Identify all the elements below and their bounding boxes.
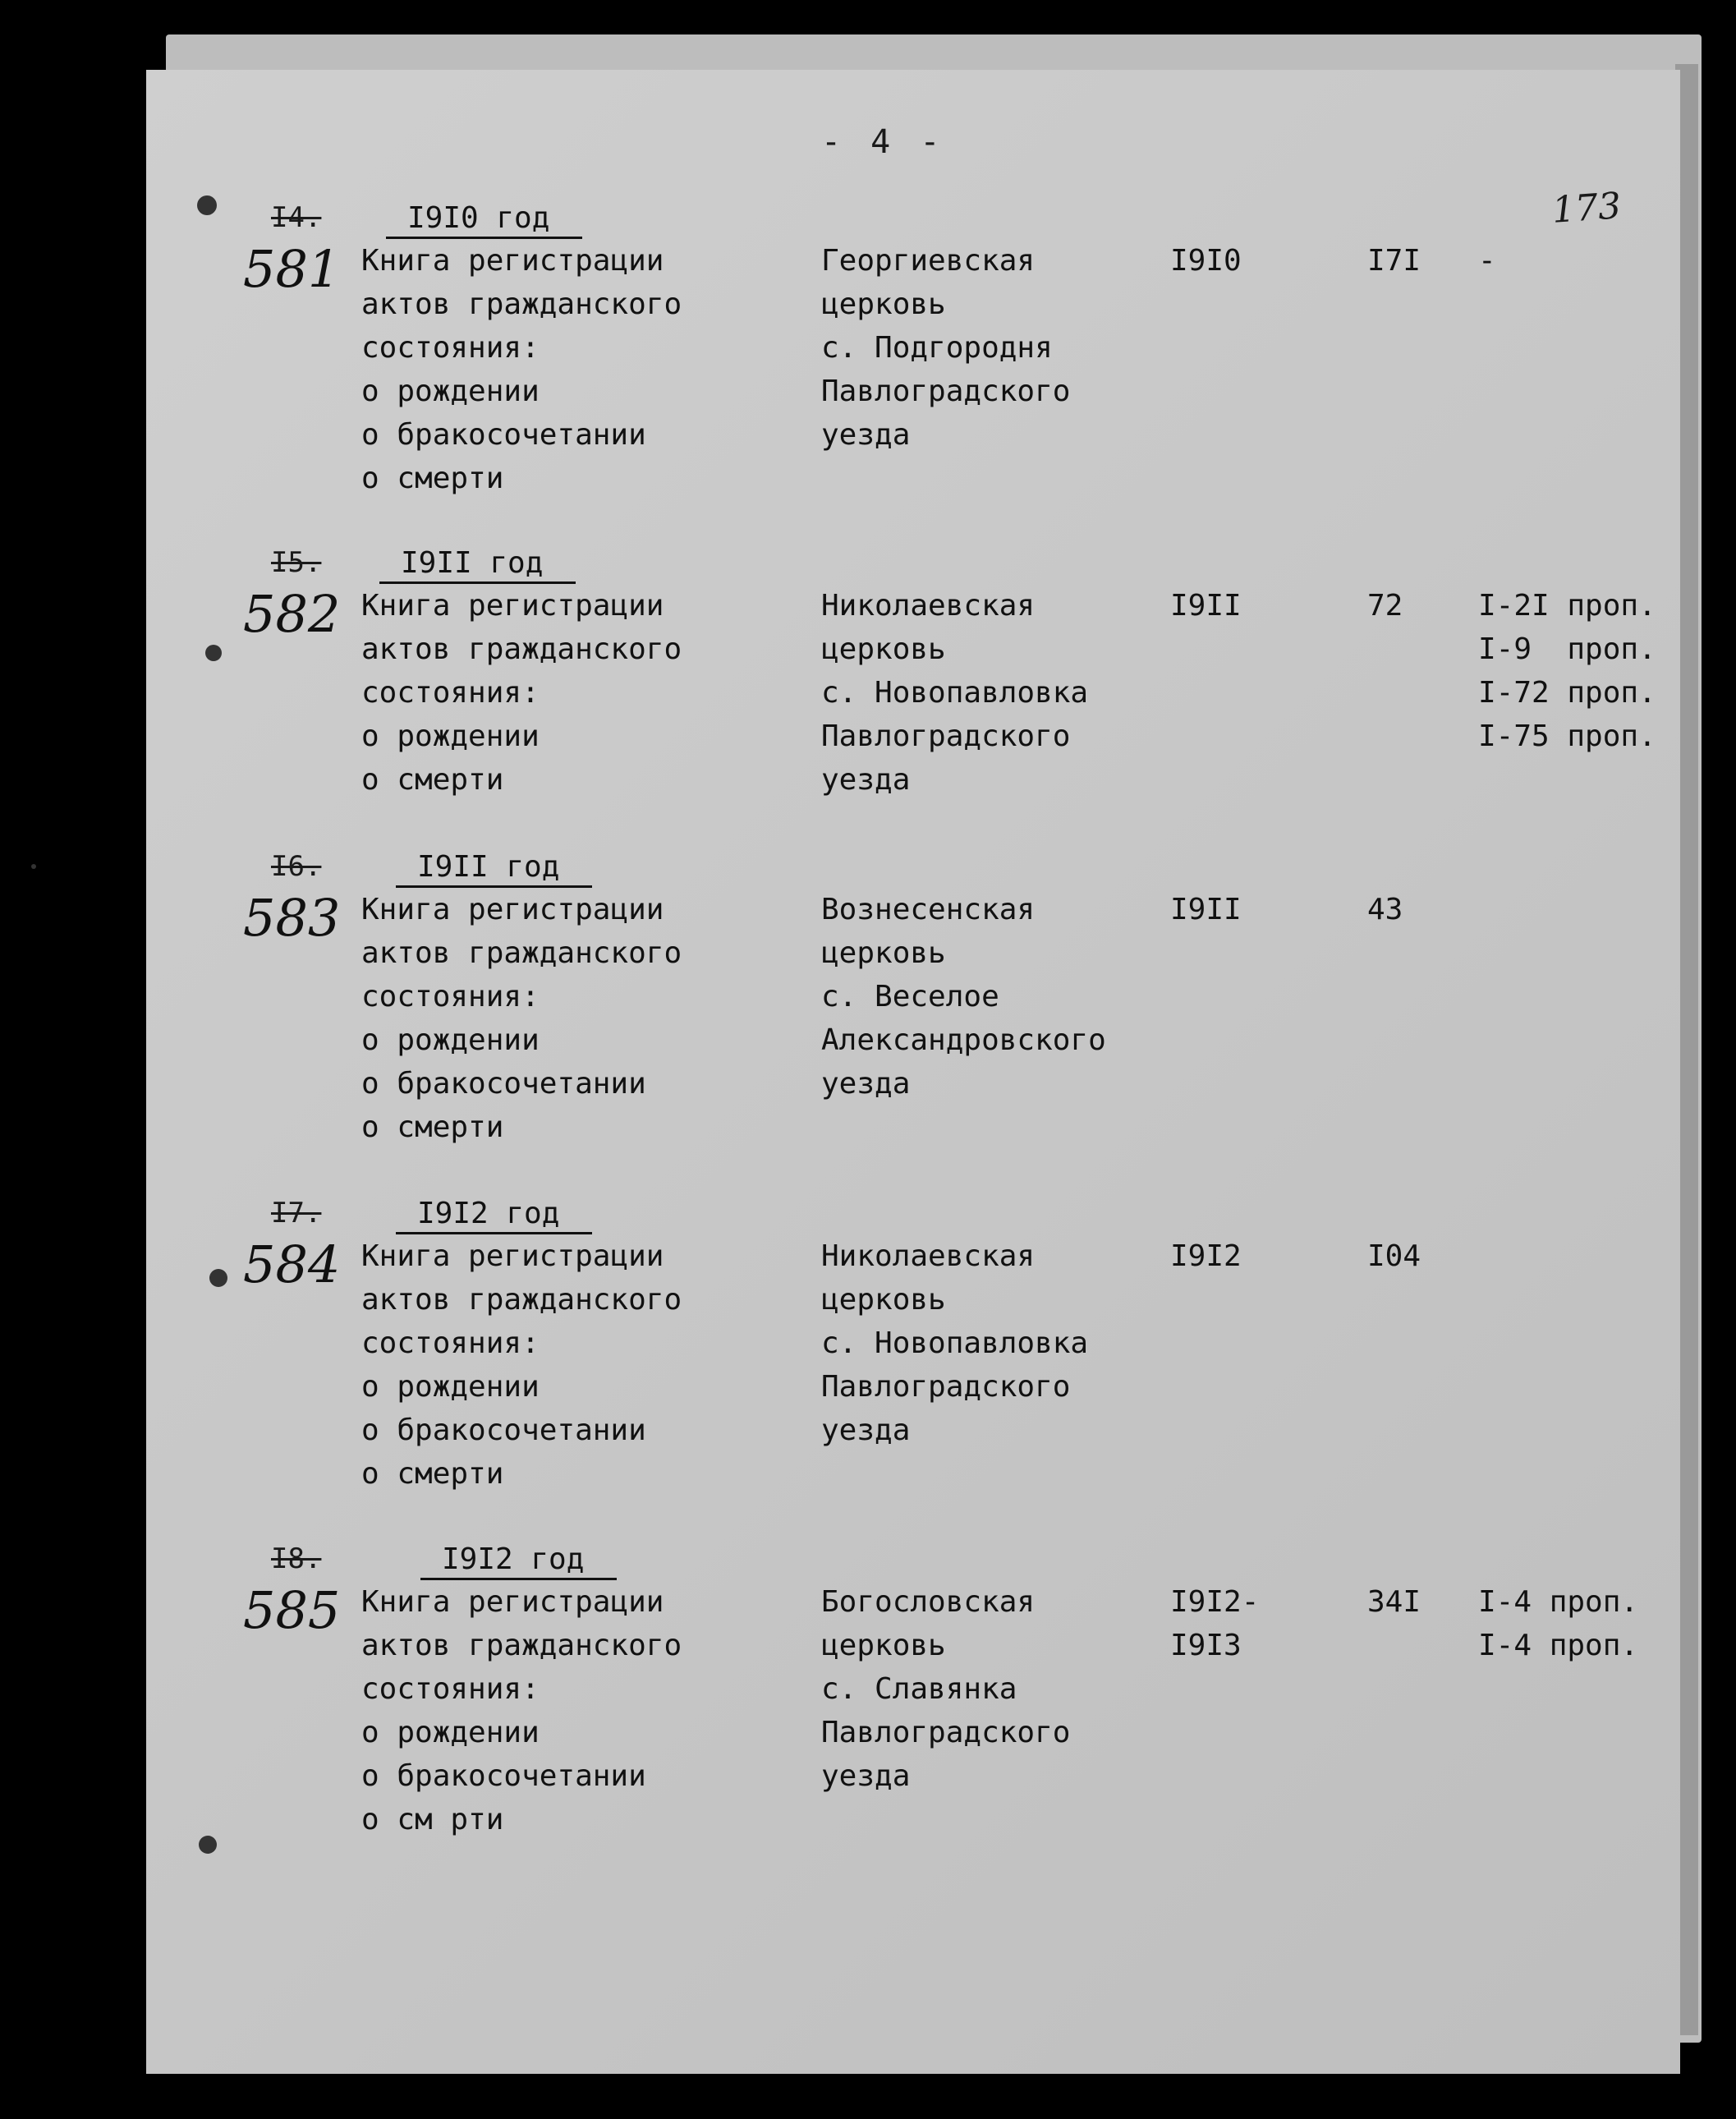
missing-sheets-note: I-9 проп. <box>1478 632 1656 666</box>
church-line: Павлоградского <box>821 719 1071 753</box>
church-line: Николаевская <box>821 1239 1036 1273</box>
church-column <box>821 1580 1166 1798</box>
church-column <box>821 584 1166 802</box>
punch-hole <box>205 645 222 661</box>
book-title-line: актов гражданского <box>361 287 682 321</box>
book-title-line: о смерти <box>361 1110 504 1144</box>
punch-hole <box>197 195 217 215</box>
book-title-line: Книга регистрации <box>361 244 664 278</box>
book-title-line: состояния: <box>361 676 540 710</box>
new-item-number: 582 <box>243 584 341 644</box>
entry-year-heading: I9I2 год <box>396 1197 592 1234</box>
book-title-line: о смерти <box>361 763 504 797</box>
book-title-line: о рождении <box>361 1370 540 1404</box>
book-title-line: о рождении <box>361 1716 540 1749</box>
book-title-line: Книга регистрации <box>361 1585 664 1619</box>
speck <box>31 864 36 869</box>
entry-year-heading: I9II год <box>396 850 592 888</box>
punch-hole <box>209 1269 227 1287</box>
entry-year-heading: I9II год <box>379 546 576 584</box>
church-line: Павлоградского <box>821 1716 1071 1749</box>
book-title-column <box>361 1234 788 1496</box>
entry-year-heading: I9I0 год <box>386 201 582 239</box>
notes-column <box>1478 239 1692 283</box>
sheet-count: 72 <box>1367 589 1403 623</box>
book-title-line: Книга регистрации <box>361 893 664 926</box>
years-column <box>1170 888 1318 931</box>
church-line: Павлоградского <box>821 375 1071 408</box>
church-line: церковь <box>821 1629 946 1662</box>
church-line: с. Новопавловка <box>821 676 1089 710</box>
book-title-line: актов гражданского <box>361 936 682 970</box>
sheets-column <box>1367 239 1482 283</box>
year-value: I9I2 <box>1170 1239 1242 1273</box>
book-title-line: о бракосочетании <box>361 1067 646 1101</box>
year-value: I9II <box>1170 893 1242 926</box>
missing-sheets-note: I-4 проп. <box>1478 1585 1639 1619</box>
sheet-count: I04 <box>1367 1239 1421 1273</box>
church-line: уезда <box>821 1759 911 1793</box>
book-title-line: состояния: <box>361 1326 540 1360</box>
new-item-number: 581 <box>243 239 341 299</box>
years-column <box>1170 584 1318 627</box>
year-value: I9II <box>1170 589 1242 623</box>
sheet-count: I7I <box>1367 244 1421 278</box>
sheets-column <box>1367 888 1482 931</box>
church-column <box>821 888 1166 1105</box>
church-line: Вознесенская <box>821 893 1036 926</box>
book-title-line: о бракосочетании <box>361 418 646 452</box>
church-line: с. Славянка <box>821 1672 1017 1706</box>
book-title-line: Книга регистрации <box>361 589 664 623</box>
church-line: уезда <box>821 1067 911 1101</box>
page-number: - 4 - <box>821 123 945 161</box>
book-title-line: Книга регистрации <box>361 1239 664 1273</box>
years-column <box>1170 1234 1318 1278</box>
church-line: с. Веселое <box>821 980 999 1014</box>
church-line: церковь <box>821 632 946 666</box>
book-title-column <box>361 584 788 802</box>
book-title-line: актов гражданского <box>361 632 682 666</box>
notes-column <box>1478 1580 1692 1667</box>
book-title-line: актов гражданского <box>361 1629 682 1662</box>
church-line: церковь <box>821 287 946 321</box>
missing-sheets-note: I-4 проп. <box>1478 1629 1639 1662</box>
missing-sheets-note: I-75 проп. <box>1478 719 1656 753</box>
sheet-count: 34I <box>1367 1585 1421 1619</box>
missing-sheets-note: I-2I проп. <box>1478 589 1656 623</box>
book-title-line: о см рти <box>361 1803 504 1836</box>
old-item-number: I6. <box>271 850 322 883</box>
book-title-line: о рождении <box>361 375 540 408</box>
church-line: Георгиевская <box>821 244 1036 278</box>
sheet-count: 43 <box>1367 893 1403 926</box>
church-line: церковь <box>821 1283 946 1317</box>
book-title-line: о рождении <box>361 1023 540 1057</box>
church-line: уезда <box>821 763 911 797</box>
church-line: Александровского <box>821 1023 1106 1057</box>
sheets-column <box>1367 1234 1482 1278</box>
archive-mark: 173 <box>1550 185 1623 232</box>
missing-sheets-note: I-72 проп. <box>1478 676 1656 710</box>
sheets-column <box>1367 584 1482 627</box>
book-title-column <box>361 239 788 500</box>
notes-column <box>1478 584 1692 758</box>
missing-sheets-note: - <box>1478 244 1496 278</box>
church-line: церковь <box>821 936 946 970</box>
church-line: Павлоградского <box>821 1370 1071 1404</box>
church-line: с. Новопавловка <box>821 1326 1089 1360</box>
book-title-line: о бракосочетании <box>361 1413 646 1447</box>
book-title-line: состояния: <box>361 331 540 365</box>
book-title-line: состояния: <box>361 980 540 1014</box>
book-title-line: о смерти <box>361 1457 504 1491</box>
book-title-line: о рождении <box>361 719 540 753</box>
old-item-number: I5. <box>271 546 322 579</box>
new-item-number: 585 <box>243 1580 341 1640</box>
sheets-column <box>1367 1580 1482 1624</box>
punch-hole <box>199 1836 217 1854</box>
book-title-line: актов гражданского <box>361 1283 682 1317</box>
year-value: I9I3 <box>1170 1629 1242 1662</box>
book-title-line: о смерти <box>361 462 504 495</box>
church-line: уезда <box>821 418 911 452</box>
church-line: с. Подгородня <box>821 331 1053 365</box>
old-item-number: I8. <box>271 1542 322 1575</box>
church-line: уезда <box>821 1413 911 1447</box>
new-item-number: 584 <box>243 1234 341 1294</box>
book-title-column <box>361 888 788 1149</box>
year-value: I9I2- <box>1170 1585 1260 1619</box>
years-column <box>1170 1580 1318 1667</box>
year-value: I9I0 <box>1170 244 1242 278</box>
entry-year-heading: I9I2 год <box>420 1542 617 1580</box>
old-item-number: I7. <box>271 1197 322 1230</box>
church-column <box>821 239 1166 457</box>
church-column <box>821 1234 1166 1452</box>
new-item-number: 583 <box>243 888 341 948</box>
years-column <box>1170 239 1318 283</box>
church-line: Николаевская <box>821 589 1036 623</box>
book-title-column <box>361 1580 788 1841</box>
old-item-number: I4. <box>271 201 322 234</box>
book-title-line: состояния: <box>361 1672 540 1706</box>
book-title-line: о бракосочетании <box>361 1759 646 1793</box>
church-line: Богословская <box>821 1585 1036 1619</box>
